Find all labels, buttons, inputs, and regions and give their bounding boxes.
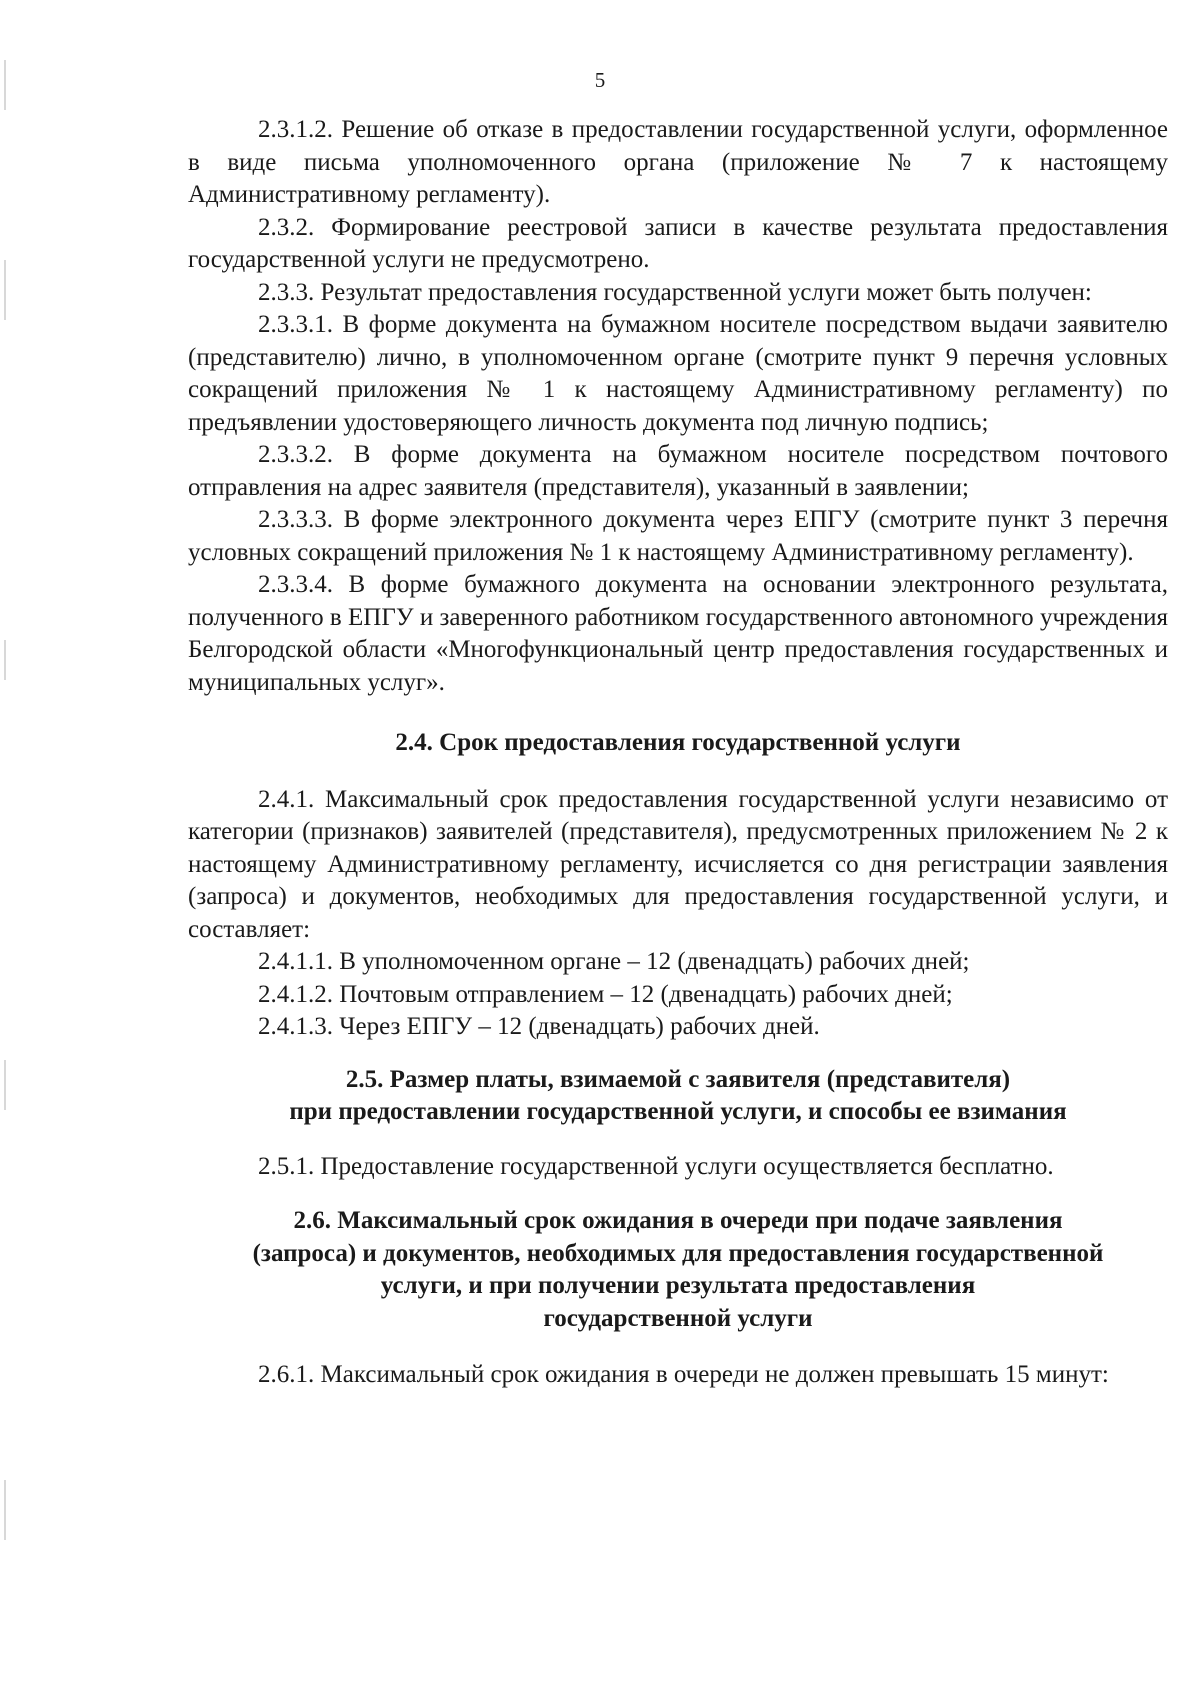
paragraph-2-3-3: 2.3.3. Результат предоставления государственной услуги может быть получен: [258,278,1092,306]
section-heading-2-6-line: 2.6. Максимальный срок ожидания в очереди при подаче заявления [293,1207,1063,1234]
page-number: 5 [594,68,606,92]
section-heading-2-4: 2.4. Срок предоставления государственной услуги [395,729,961,756]
scan-edge-mark [4,1480,6,1540]
section-heading-2-5-line: при предоставлении государственной услуги, и способы ее взимания [289,1098,1067,1125]
paragraph-2-4-1-2: 2.4.1.2. Почтовым отправлением – 12 (двенадцать) рабочих дней; [258,980,953,1008]
paragraph-2-3-3-4: 2.3.3.4. В форме бумажного документа на основании электронного результата, полученного в ЕПГУ и заверенного работником государственного автономного учреждения Белгородской области «Многофункциональный центр предоставления государственных и муниципальных услуг». [188,571,1168,696]
paragraph-2-6-1: 2.6.1. Максимальный срок ожидания в очереди не должен превышать 15 минут: [258,1361,1109,1388]
section-heading-2-6-line: (запроса) и документов, необходимых для предоставления государственной [252,1239,1104,1267]
paragraph-2-3-3-3: 2.3.3.3. В форме электронного документа через ЕПГУ (смотрите пункт 3 перечня условных сокращений приложения № 1 к настоящему Административному регламенту). [188,506,1168,566]
section-heading-2-5-line: 2.5. Размер платы, взимаемой с заявителя (представителя) [345,1065,1011,1093]
paragraph-2-3-2: 2.3.2. Формирование реестровой записи в качестве результата предоставления государственной услуги не предусмотрено. [188,213,1168,273]
paragraph-2-5-1: 2.5.1. Предоставление государственной услуги осуществляется бесплатно. [258,1152,1054,1180]
section-heading-2-6 [188,1205,1168,1335]
paragraph-2-3-3-2: 2.3.3.2. В форме документа на бумажном носителе посредством почтового отправления на адрес заявителя (представителя), указанный в заявлении; [188,441,1168,501]
section-heading-2-6-line: государственной услуги [543,1304,813,1332]
section-heading-2-5 [188,1064,1168,1129]
paragraph-2-4-1-1: 2.4.1.1. В уполномоченном органе – 12 (двенадцать) рабочих дней; [258,948,970,975]
paragraph-2-4-1: 2.4.1. Максимальный срок предоставления государственной услуги независимо от категории (признаков) заявителей (представителя), предусмотренных приложением № 2 к настоящему Административному регламенту, исчисляется со дня регистрации заявления (запроса) и документов, необходимых для предоставления государственной услуги, и составляет: [188,785,1168,943]
scan-edge-mark [4,260,6,320]
scan-edge-mark [4,640,6,680]
paragraph-2-4-1-3: 2.4.1.3. Через ЕПГУ – 12 (двенадцать) рабочих дней. [258,1013,820,1040]
paragraph-2-3-3-1: 2.3.3.1. В форме документа на бумажном носителе посредством выдачи заявителю (представителю) лично, в уполномоченном органе (смотрите пункт 9 перечня условных сокращений приложения № 1 к настоящему Административному регламенту) по предъявлении удостоверяющего личность документа под личную подпись; [188,311,1168,436]
scan-edge-mark [4,1060,6,1110]
document-body [188,114,1168,1392]
section-heading-2-6-line: услуги, и при получении результата предоставления [380,1272,976,1299]
paragraph-2-3-1-2: 2.3.1.2. Решение об отказе в предоставлении государственной услуги, оформленное в виде письма уполномоченного органа (приложение № 7 к настоящему Административному регламенту). [188,116,1168,208]
